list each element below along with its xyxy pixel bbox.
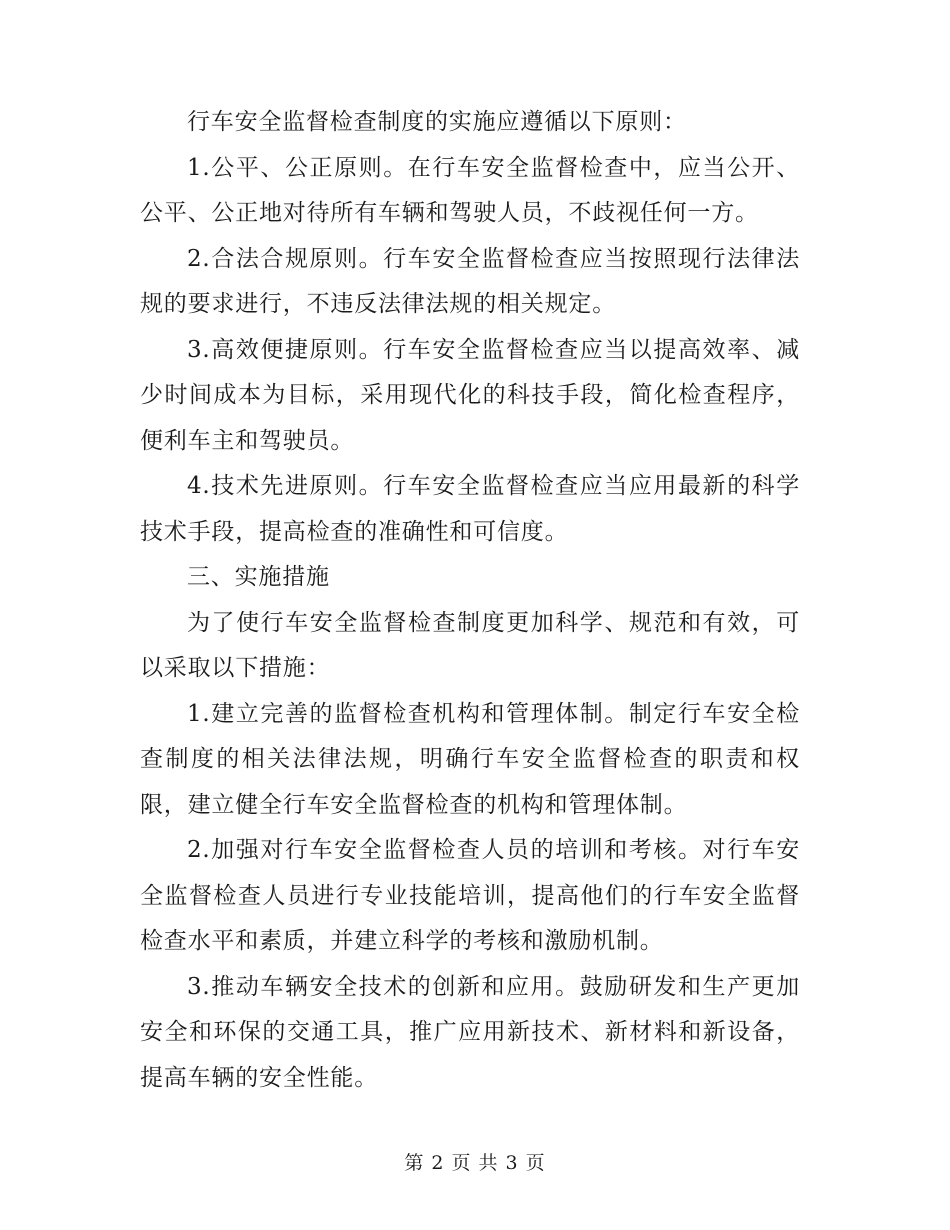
measure-2-paragraph: 2.加强对行车安全监督检查人员的培训和考核。对行车安全监督检查人员进行专业技能培训，提高他们的行车安全监督检查水平和素质，并建立科学的考核和激励机制。: [140, 837, 800, 954]
principle-3-paragraph: 3.高效便捷原则。行车安全监督检查应当以提高效率、减少时间成本为目标，采用现代化的科技手段，简化检查程序，便利车主和驾驶员。: [140, 336, 800, 454]
document-body: [140, 100, 800, 1101]
page-number-footer: 第 2 页 共 3 页: [404, 1152, 546, 1174]
principle-2-paragraph: 2.合法合规原则。行车安全监督检查应当按照现行法律法规的要求进行，不违反法律法规的相关规定。: [140, 245, 800, 317]
measure-3-paragraph: 3.推动车辆安全技术的创新和应用。鼓励研发和生产更加安全和环保的交通工具，推广应用新技术、新材料和新设备，提高车辆的安全性能。: [140, 973, 800, 1091]
principle-1-paragraph: 1.公平、公正原则。在行车安全监督检查中，应当公开、公平、公正地对待所有车辆和驾驶人员，不歧视任何一方。: [140, 154, 800, 226]
section-heading: 三、实施措施: [187, 564, 330, 590]
principles-intro-paragraph: 行车安全监督检查制度的实施应遵循以下原则：: [187, 109, 687, 135]
measure-1-paragraph: 1.建立完善的监督检查机构和管理体制。制定行车安全检查制度的相关法律法规，明确行车安全监督检查的职责和权限，建立健全行车安全监督检查的机构和管理体制。: [140, 700, 800, 818]
principle-4-paragraph: 4.技术先进原则。行车安全监督检查应当应用最新的科学技术手段，提高检查的准确性和可信度。: [140, 473, 800, 545]
measures-intro-paragraph: 为了使行车安全监督检查制度更加科学、规范和有效，可以采取以下措施：: [140, 609, 800, 681]
